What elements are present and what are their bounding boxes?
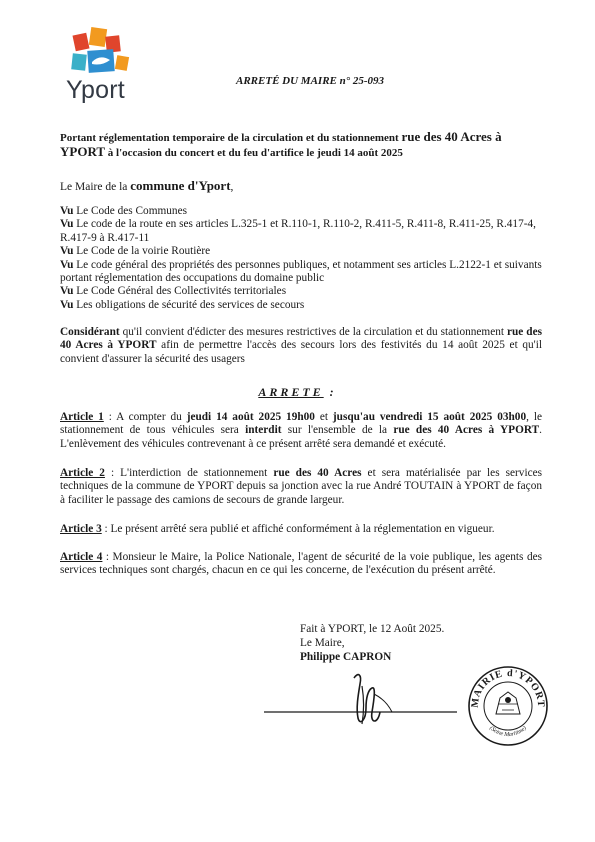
signatory-role: Le Maire, xyxy=(300,637,345,649)
vu-label: Vu xyxy=(60,245,74,258)
article-4 xyxy=(60,551,542,578)
considerant-text: qu'il convient d'édicter des mesures restrictives de la circulation et du stationnement xyxy=(119,326,507,338)
vu-label: Vu xyxy=(60,298,74,311)
vu-label: Vu xyxy=(60,218,74,231)
vu-text: Le Code Général des Collectivités territoriales xyxy=(73,285,287,298)
vu-text: Le Code des Communes xyxy=(73,205,187,217)
considerant-street: rue des 40 Acres à YPORT xyxy=(60,326,542,352)
yport-logo xyxy=(66,26,146,116)
article-text: et xyxy=(314,411,333,423)
article-bold: rue des 40 Acres à YPORT xyxy=(393,424,540,437)
vu-text: Le Code de la voirie Routière xyxy=(73,245,211,258)
mairie-stamp xyxy=(466,664,550,748)
vu-item xyxy=(60,299,542,312)
mayor-part-3: , xyxy=(230,181,234,193)
document-object xyxy=(60,130,540,160)
signatory-name: Philippe CAPRON xyxy=(300,651,392,663)
vu-item xyxy=(60,259,542,286)
article-text: sur l'ensemble de la xyxy=(281,424,394,437)
stamp-bottom-text: (Seine Maritime) xyxy=(488,725,528,739)
svg-text:(Seine Maritime) xyxy=(488,725,528,738)
article-text: : A compter du xyxy=(103,411,187,423)
vu-text: Le code de la route en ses articles L.325-1 et R.110-1, R.110-2, R.411-5, R.411-8, R.411-25, R.417-4, R.417-9 à R.417-11 xyxy=(60,218,536,244)
article-text: : Le présent arrêté sera publié et affiché conformément à la réglementation en vigueur. xyxy=(101,523,495,535)
logo-text: Yport xyxy=(66,76,125,104)
object-street: rue des 40 Acres à YPORT xyxy=(60,129,502,159)
vu-label: Vu xyxy=(60,205,74,217)
object-part-3: à l'occasion du concert et du feu d'artifice le jeudi 14 août 2025 xyxy=(105,147,403,159)
vu-text: Le code général des propriétés des personnes publiques, et notamment ses articles L.2122-1 et suivants portant réglementation des occupations du domaine public xyxy=(60,258,542,285)
arrete-colon: : xyxy=(323,385,337,399)
document-title: ARRETÉ DU MAIRE n° 25-093 xyxy=(236,75,385,87)
article-text: et sera matérialisée par les services techniques de la commune de YPORT depuis sa jonction avec la rue André TOUTAIN à YPORT de façon à faciliter le passage des camions de secours de grande largeur. xyxy=(60,467,543,506)
article-bold: jeudi 14 août 2025 19h00 xyxy=(186,411,315,423)
article-bold: jusqu'au vendredi 15 août 2025 03h00 xyxy=(332,411,527,423)
considerant-text: afin de permettre l'accès des secours lors des festivités du 14 août 2025 et qu'il convient d'assurer la sécurité des usagers xyxy=(60,339,543,365)
article-2 xyxy=(60,467,542,507)
mayor-commune: commune d'Yport xyxy=(130,178,231,193)
article-1 xyxy=(60,411,542,451)
article-text: , le stationnement de tous véhicules sera xyxy=(60,411,542,437)
article-1-label: Article 1 xyxy=(60,411,104,423)
mayor-part-1: Le Maire de la xyxy=(60,181,131,193)
vu-item xyxy=(60,205,542,218)
arrete-heading xyxy=(0,386,595,399)
article-text: . L'enlèvement des véhicules contrevenant à ce présent arrêté sera demandé et exécuté. xyxy=(60,424,542,450)
article-bold: rue des 40 Acres xyxy=(273,467,362,479)
mayor-line xyxy=(60,179,233,194)
article-text: : Monsieur le Maire, la Police Nationale, l'agent de sécurité de la voie publique, les agents des services techniques sont chargés, chacun en ce qui les concerne, de l'exécution du présent arrêté. xyxy=(60,551,543,577)
stamp-top-text: MAIRIE d'YPORT xyxy=(469,667,547,709)
considerant-label: Considérant xyxy=(60,326,120,338)
handwritten-signature-icon xyxy=(262,668,472,738)
considerant-paragraph xyxy=(60,326,542,366)
signature-block xyxy=(300,622,444,664)
article-3 xyxy=(60,523,542,536)
vu-item xyxy=(60,285,542,298)
article-bold: interdit xyxy=(245,424,282,437)
article-4-label: Article 4 xyxy=(60,551,103,563)
article-3-label: Article 3 xyxy=(60,523,102,535)
vu-item xyxy=(60,218,542,245)
place-date: Fait à YPORT, le 12 Août 2025. xyxy=(300,623,445,635)
vu-label: Vu xyxy=(60,258,74,271)
arrete-word: ARRETE xyxy=(258,385,324,399)
seal-icon xyxy=(466,664,550,748)
article-2-label: Article 2 xyxy=(60,467,105,479)
vu-label: Vu xyxy=(60,285,74,298)
object-part-1: Portant réglementation temporaire de la circulation et du stationnement xyxy=(60,132,402,144)
vu-item xyxy=(60,245,542,258)
article-text: : L'interdiction de stationnement xyxy=(104,467,274,479)
vu-text: Les obligations de sécurité des services de secours xyxy=(73,298,305,311)
vu-list xyxy=(60,205,542,312)
